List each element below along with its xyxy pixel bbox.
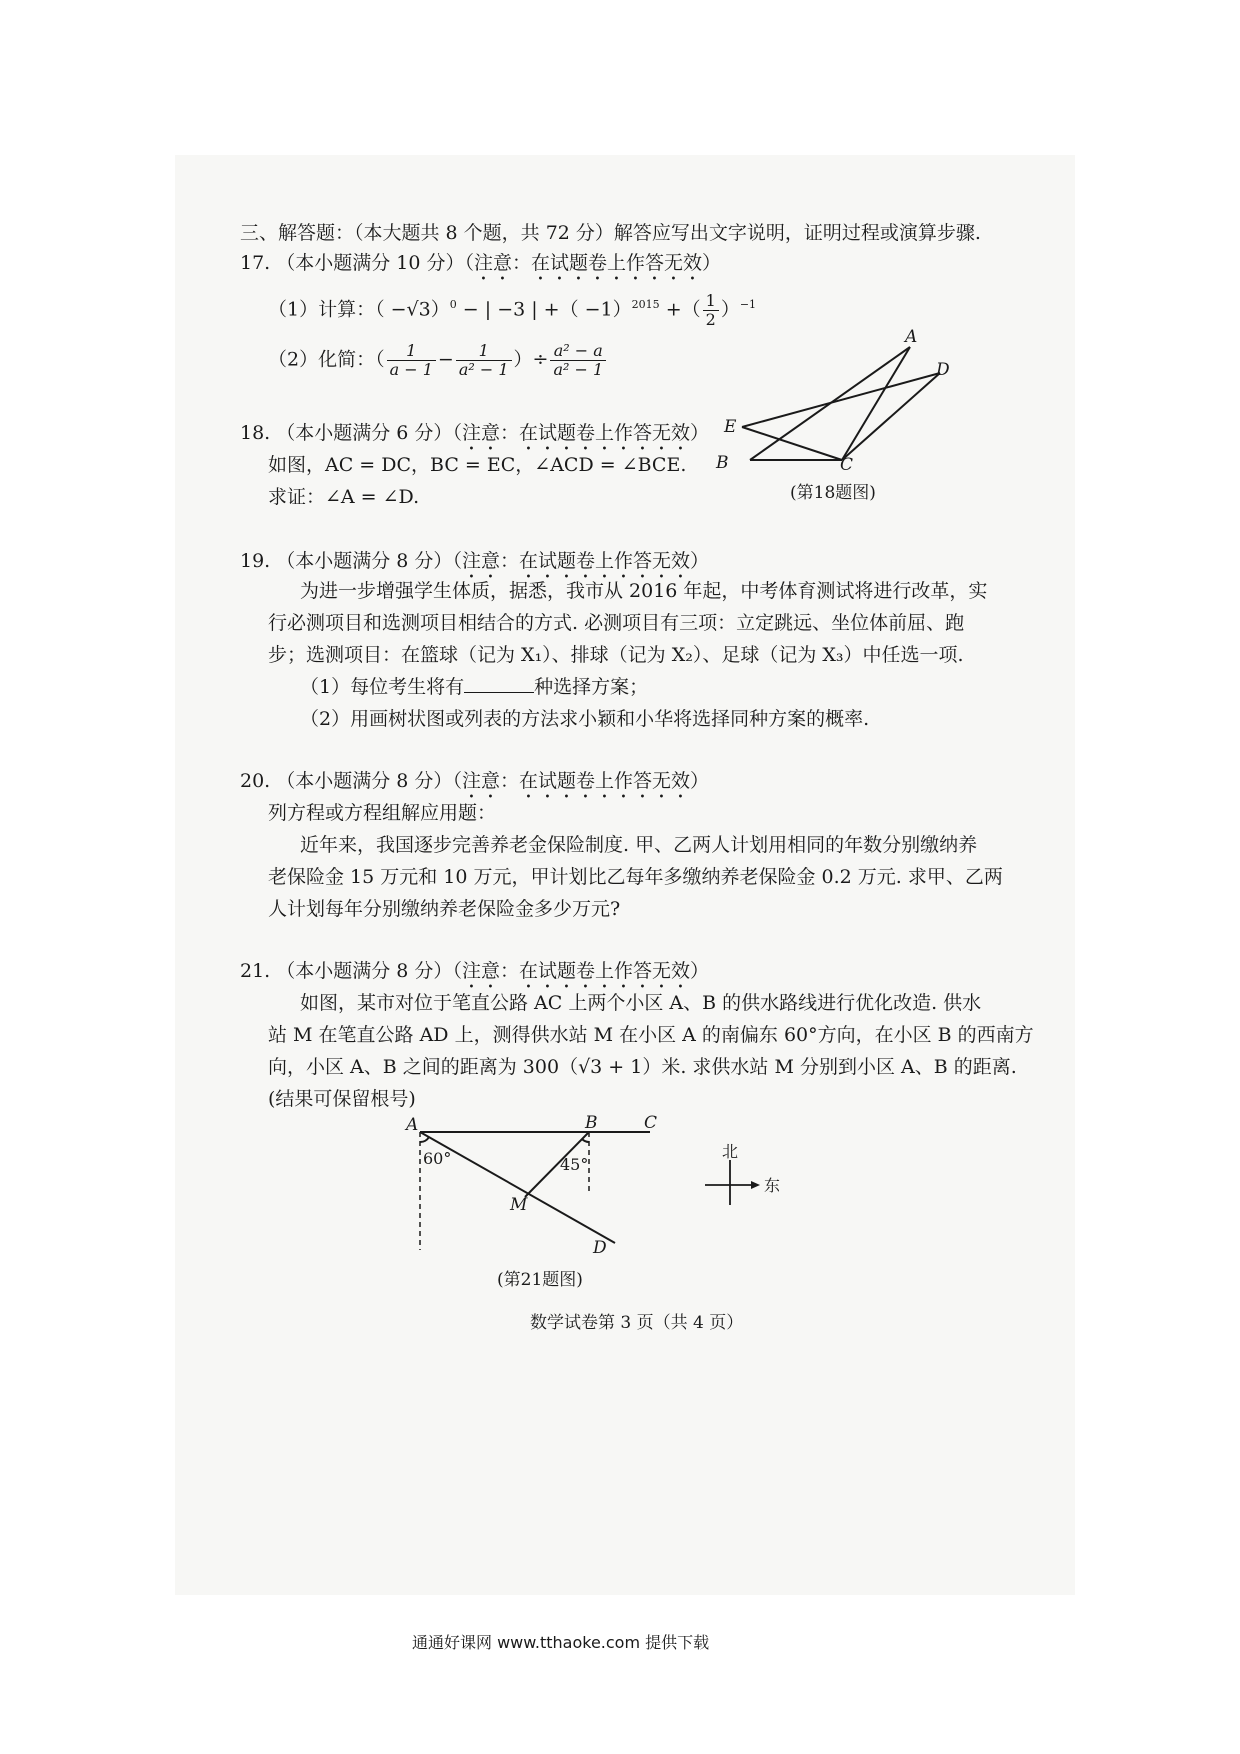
q20-paragraph-1: 近年来，我国逐步完善养老金保险制度. 甲、乙两人计划用相同的年数分别缴纳养 xyxy=(300,834,978,856)
q17-part2-frac1 xyxy=(387,342,436,379)
q17-part1-expr-c: +（ xyxy=(659,298,701,321)
north-label: 北 xyxy=(722,1142,739,1161)
q17-part2-minus: − xyxy=(437,348,454,371)
q21-figure xyxy=(400,1110,840,1300)
q17-part1-expr-a: （ −√3） xyxy=(375,298,450,321)
q17-part1-frac-num: 1 xyxy=(703,292,719,311)
q21-score: （本小题满分 8 分） xyxy=(276,960,453,982)
q17-part1-expr-d: ） xyxy=(720,298,740,321)
angle-arc-b xyxy=(582,1139,589,1142)
q21-point-c: C xyxy=(644,1113,658,1133)
page-number: 数学试卷第 3 页（共 4 页） xyxy=(530,1313,744,1333)
q18-point-a: A xyxy=(905,327,918,347)
q18-point-e: E xyxy=(724,417,737,437)
q20-paragraph-3: 人计划每年分别缴纳养老保险金多少万元? xyxy=(268,898,621,920)
q21-point-d: D xyxy=(593,1238,607,1258)
q20-note: （注意：在试题卷上作答无效） xyxy=(452,770,709,792)
segment-ac xyxy=(842,347,910,460)
q19-item-2: （2）用画树状图或列表的方法求小颖和小华将选择同种方案的概率. xyxy=(300,708,870,730)
q17-part2-f3-num: a² − a xyxy=(550,342,606,361)
q17-part2-f2-den: a² − 1 xyxy=(458,360,509,379)
q17-part2 xyxy=(268,342,608,379)
q18-figure xyxy=(700,320,980,520)
q19-score: （本小题满分 8 分） xyxy=(276,550,453,572)
q17-part1 xyxy=(268,292,756,329)
section-heading: 三、解答题：（本大题共 8 个题，共 72 分）解答应写出文字说明，证明过程或演算步骤. xyxy=(240,222,981,244)
q20-number: 20. xyxy=(240,770,271,792)
q21-point-b: B xyxy=(585,1113,598,1133)
q21-note: （注意：在试题卷上作答无效） xyxy=(452,960,709,982)
q21-paragraph-2: 站 M 在笔直公路 AD 上，测得供水站 M 在小区 A 的南偏东 60°方向，在小区 B 的西南方 xyxy=(268,1024,1034,1046)
q17-part1-expr-b: − | −3 | +（ −1） xyxy=(456,298,632,321)
q17-part2-label: （2）化简：（ xyxy=(268,348,385,371)
q21-paragraph-1: 如图，某市对位于笔直公路 AC 上两个小区 A、B 的供水路线进行优化改造. 供水 xyxy=(300,992,982,1014)
q20-paragraph-2: 老保险金 15 万元和 10 万元，甲计划比乙每年多缴纳养老保险金 0.2 万元. 求甲、乙两 xyxy=(268,866,1003,888)
q21-paragraph-3: 向，小区 A、B 之间的距离为 300（√3 + 1）米. 求供水站 M 分别到小区 A、B 的距离. xyxy=(268,1056,1017,1078)
q18-note: （注意：在试题卷上作答无效） xyxy=(452,422,709,444)
q18-given: 如图，AC = DC，BC = EC，∠ACD = ∠BCE. xyxy=(268,454,687,476)
q18-caption: (第18题图) xyxy=(790,483,876,503)
q17-part2-frac2 xyxy=(456,342,512,379)
q21-angle-b-label: 45° xyxy=(560,1155,589,1174)
q17-part1-exp-neg1: −1 xyxy=(739,298,757,312)
q17-part2-frac3 xyxy=(550,342,606,379)
download-footer: 通通好课网 www.tthaoke.com 提供下载 xyxy=(412,1633,710,1652)
q21-angle-a-label: 60° xyxy=(423,1149,452,1168)
q18-prove: 求证：∠A = ∠D. xyxy=(268,486,420,508)
q21-caption: (第21题图) xyxy=(497,1270,583,1290)
q18-number: 18. xyxy=(240,422,271,444)
q17-part2-div: ）÷ xyxy=(513,348,549,371)
q21-header xyxy=(240,958,709,993)
q17-part2-f2-num: 1 xyxy=(456,342,512,361)
q18-header xyxy=(240,420,709,455)
q20-intro: 列方程或方程组解应用题： xyxy=(268,802,497,824)
q19-item-1 xyxy=(300,674,648,700)
q21-paragraph-4: (结果可保留根号) xyxy=(268,1088,416,1110)
q17-part2-f1-num: 1 xyxy=(387,342,436,361)
angle-arc-a xyxy=(420,1137,429,1142)
q17-note: （注意：在试题卷上作答无效） xyxy=(464,252,722,274)
q19-note: （注意：在试题卷上作答无效） xyxy=(452,550,709,572)
q21-point-a: A xyxy=(406,1115,419,1135)
q21-point-m: M xyxy=(510,1195,528,1215)
q17-part2-f3-den: a² − 1 xyxy=(553,360,604,379)
q18-point-d: D xyxy=(936,360,950,380)
q17-part1-exp0: 0 xyxy=(449,298,457,312)
q19-paragraph-2: 行必测项目和选测项目相结合的方式. 必测项目有三项：立定跳远、坐位体前屈、跑 xyxy=(268,612,965,634)
q19-paragraph-1: 为进一步增强学生体质，据悉，我市从 2016 年起，中考体育测试将进行改革，实 xyxy=(300,580,988,602)
q17-header xyxy=(240,250,721,285)
q20-header xyxy=(240,768,709,803)
q17-part1-label: （1）计算： xyxy=(268,298,376,321)
q17-part1-frac-den: 2 xyxy=(705,310,716,329)
q19-item1-text-a: （1）每位考生将有 xyxy=(300,676,465,698)
q17-number: 17. xyxy=(240,252,271,274)
q17-part1-exp2015: 2015 xyxy=(631,298,660,312)
q17-part2-f1-den: a − 1 xyxy=(389,360,433,379)
q20-score: （本小题满分 8 分） xyxy=(276,770,453,792)
east-label: 东 xyxy=(764,1176,781,1195)
q21-number: 21. xyxy=(240,960,271,982)
compass-icon xyxy=(705,1142,780,1205)
q19-answer-blank xyxy=(464,674,534,693)
q17-score: （本小题满分 10 分） xyxy=(276,252,465,274)
q18-point-b: B xyxy=(716,453,729,473)
q18-point-c: C xyxy=(840,455,854,475)
q19-item1-text-b: 种选择方案； xyxy=(534,676,649,698)
q19-paragraph-3: 步；选测项目：在篮球（记为 X₁）、排球（记为 X₂）、足球（记为 X₃）中任选一项. xyxy=(268,644,964,666)
q18-score: （本小题满分 6 分） xyxy=(276,422,453,444)
q19-number: 19. xyxy=(240,550,271,572)
